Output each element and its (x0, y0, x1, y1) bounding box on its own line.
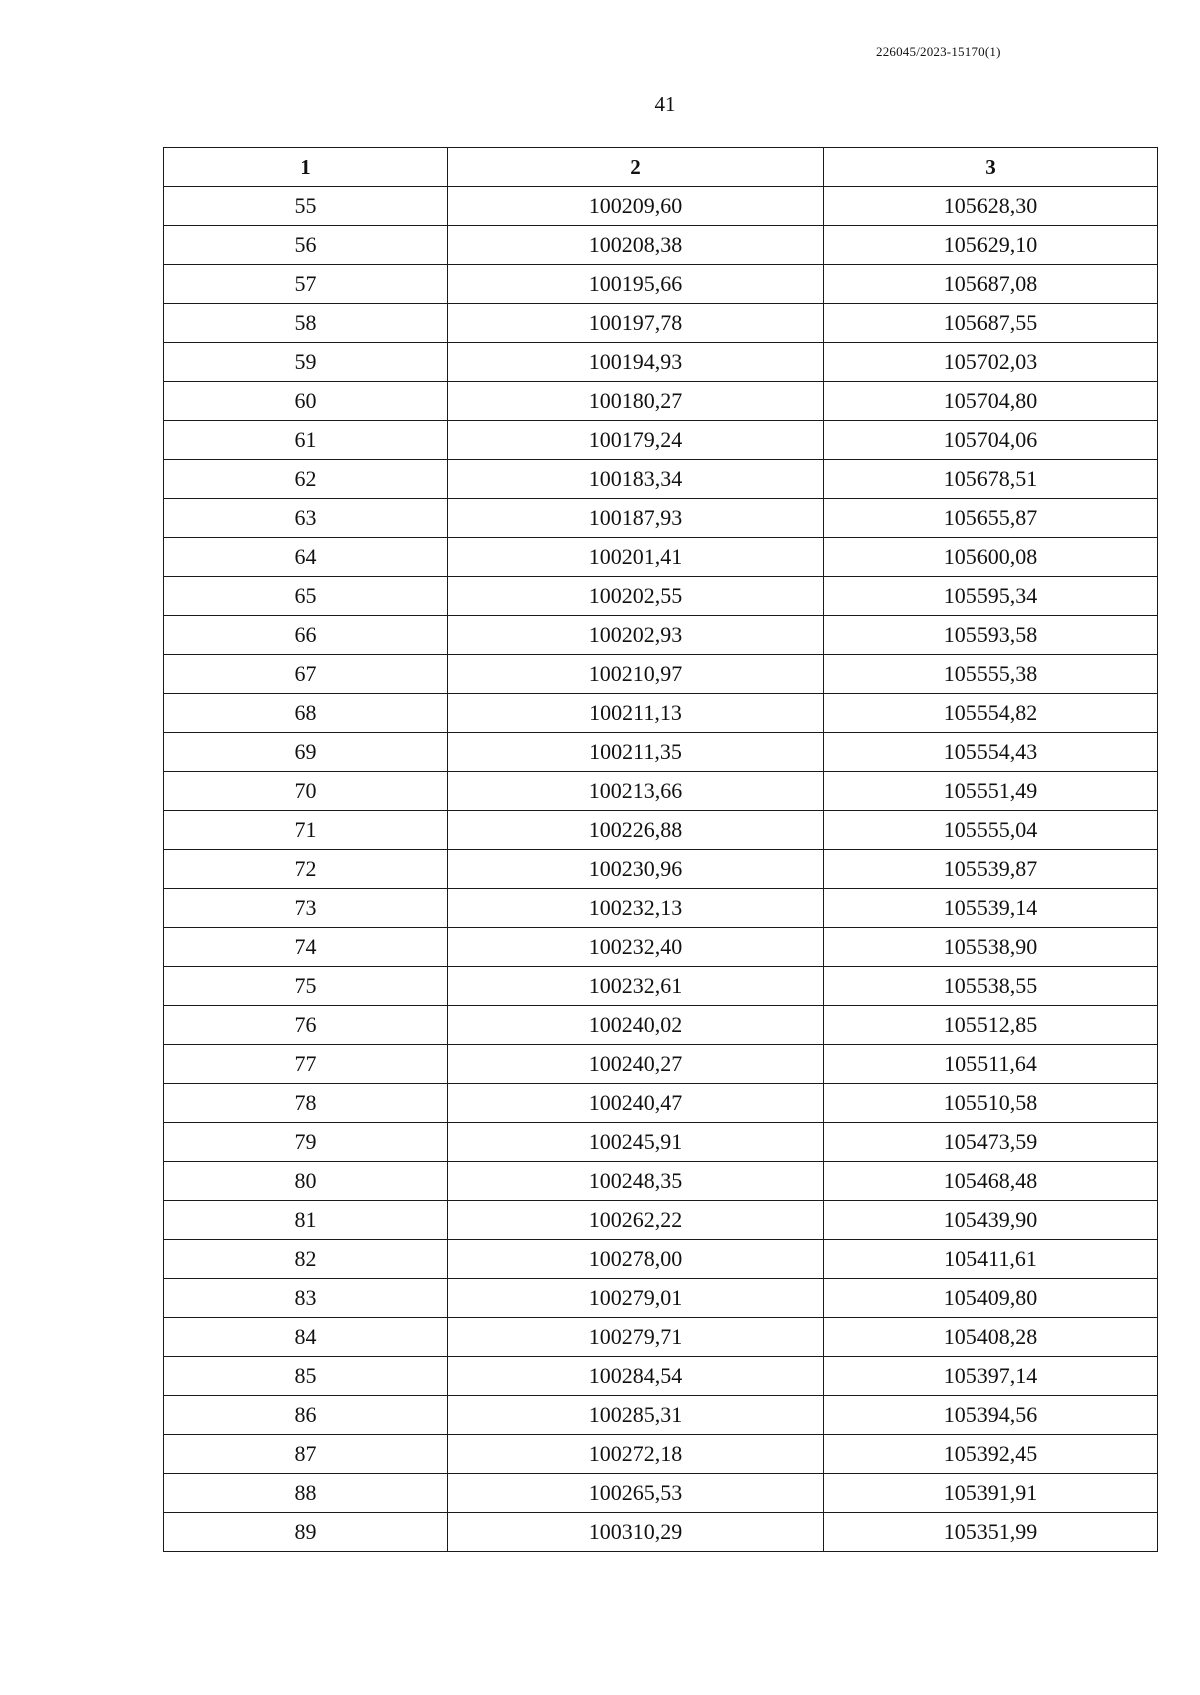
coordinate-x-cell: 100272,18 (448, 1435, 824, 1474)
coordinate-x-cell: 100187,93 (448, 499, 824, 538)
point-number-cell: 89 (164, 1513, 448, 1552)
table-row (164, 811, 1158, 850)
table-row (164, 1045, 1158, 1084)
coordinate-x-cell: 100211,13 (448, 694, 824, 733)
coordinate-x-cell: 100232,40 (448, 928, 824, 967)
point-number-cell: 65 (164, 577, 448, 616)
table-row (164, 1240, 1158, 1279)
point-number-cell: 78 (164, 1084, 448, 1123)
point-number-cell: 88 (164, 1474, 448, 1513)
coordinate-y-cell: 105704,80 (824, 382, 1158, 421)
coordinate-x-cell: 100232,61 (448, 967, 824, 1006)
table-row (164, 1084, 1158, 1123)
point-number-cell: 75 (164, 967, 448, 1006)
coordinate-x-cell: 100180,27 (448, 382, 824, 421)
table-row (164, 499, 1158, 538)
point-number-cell: 76 (164, 1006, 448, 1045)
table-row (164, 967, 1158, 1006)
coordinate-y-cell: 105351,99 (824, 1513, 1158, 1552)
table-row (164, 460, 1158, 499)
coordinate-y-cell: 105702,03 (824, 343, 1158, 382)
coordinate-x-cell: 100211,35 (448, 733, 824, 772)
table-row (164, 265, 1158, 304)
coordinate-x-cell: 100279,71 (448, 1318, 824, 1357)
point-number-cell: 74 (164, 928, 448, 967)
coordinate-x-cell: 100213,66 (448, 772, 824, 811)
coordinate-x-cell: 100245,91 (448, 1123, 824, 1162)
table-row (164, 889, 1158, 928)
table-row (164, 1162, 1158, 1201)
coordinate-x-cell: 100279,01 (448, 1279, 824, 1318)
coordinate-x-cell: 100232,13 (448, 889, 824, 928)
coordinate-y-cell: 105539,87 (824, 850, 1158, 889)
coordinate-x-cell: 100209,60 (448, 187, 824, 226)
coordinate-y-cell: 105593,58 (824, 616, 1158, 655)
page-number: 41 (654, 92, 676, 116)
coordinate-x-cell: 100195,66 (448, 265, 824, 304)
point-number-cell: 77 (164, 1045, 448, 1084)
table-row (164, 343, 1158, 382)
point-number-cell: 80 (164, 1162, 448, 1201)
table-row (164, 1396, 1158, 1435)
coordinate-y-cell: 105551,49 (824, 772, 1158, 811)
coordinate-y-cell: 105595,34 (824, 577, 1158, 616)
table-row (164, 1435, 1158, 1474)
coordinate-x-cell: 100210,97 (448, 655, 824, 694)
table-row (164, 616, 1158, 655)
point-number-cell: 69 (164, 733, 448, 772)
point-number-cell: 55 (164, 187, 448, 226)
point-number-cell: 68 (164, 694, 448, 733)
point-number-cell: 64 (164, 538, 448, 577)
coordinate-x-cell: 100183,34 (448, 460, 824, 499)
coordinate-y-cell: 105629,10 (824, 226, 1158, 265)
coordinate-y-cell: 105687,55 (824, 304, 1158, 343)
coordinate-y-cell: 105397,14 (824, 1357, 1158, 1396)
table-row (164, 1123, 1158, 1162)
coordinate-x-cell: 100208,38 (448, 226, 824, 265)
point-number-cell: 58 (164, 304, 448, 343)
table-header (164, 148, 1158, 187)
table-row (164, 772, 1158, 811)
point-number-cell: 79 (164, 1123, 448, 1162)
coordinate-y-cell: 105555,38 (824, 655, 1158, 694)
point-number-cell: 82 (164, 1240, 448, 1279)
coordinate-y-cell: 105628,30 (824, 187, 1158, 226)
coordinate-x-cell: 100201,41 (448, 538, 824, 577)
coordinate-x-cell: 100226,88 (448, 811, 824, 850)
table-row (164, 850, 1158, 889)
coordinate-x-cell: 100284,54 (448, 1357, 824, 1396)
point-number-cell: 70 (164, 772, 448, 811)
coordinate-y-cell: 105409,80 (824, 1279, 1158, 1318)
point-number-cell: 72 (164, 850, 448, 889)
table-row (164, 1318, 1158, 1357)
point-number-cell: 83 (164, 1279, 448, 1318)
coordinate-x-cell: 100278,00 (448, 1240, 824, 1279)
table-row (164, 421, 1158, 460)
table-row (164, 1201, 1158, 1240)
column-header-2: 2 (448, 148, 824, 187)
point-number-cell: 81 (164, 1201, 448, 1240)
coordinate-y-cell: 105511,64 (824, 1045, 1158, 1084)
table-row (164, 187, 1158, 226)
coordinate-y-cell: 105538,90 (824, 928, 1158, 967)
coordinate-y-cell: 105392,45 (824, 1435, 1158, 1474)
coordinate-x-cell: 100310,29 (448, 1513, 824, 1552)
coordinate-y-cell: 105391,91 (824, 1474, 1158, 1513)
point-number-cell: 61 (164, 421, 448, 460)
point-number-cell: 57 (164, 265, 448, 304)
table-row (164, 928, 1158, 967)
coordinate-y-cell: 105468,48 (824, 1162, 1158, 1201)
point-number-cell: 85 (164, 1357, 448, 1396)
coordinate-x-cell: 100230,96 (448, 850, 824, 889)
coordinate-x-cell: 100262,22 (448, 1201, 824, 1240)
point-number-cell: 59 (164, 343, 448, 382)
coordinate-y-cell: 105655,87 (824, 499, 1158, 538)
coordinate-y-cell: 105555,04 (824, 811, 1158, 850)
coordinates-table (163, 147, 1158, 1552)
document-id: 226045/2023-15170(1) (876, 44, 1001, 59)
coordinate-y-cell: 105554,82 (824, 694, 1158, 733)
coordinate-x-cell: 100202,55 (448, 577, 824, 616)
table-row (164, 694, 1158, 733)
table-row (164, 226, 1158, 265)
coordinate-y-cell: 105704,06 (824, 421, 1158, 460)
coordinate-x-cell: 100202,93 (448, 616, 824, 655)
coordinate-y-cell: 105411,61 (824, 1240, 1158, 1279)
point-number-cell: 67 (164, 655, 448, 694)
point-number-cell: 56 (164, 226, 448, 265)
coordinate-y-cell: 105678,51 (824, 460, 1158, 499)
coordinate-x-cell: 100248,35 (448, 1162, 824, 1201)
coordinate-y-cell: 105538,55 (824, 967, 1158, 1006)
coordinate-x-cell: 100179,24 (448, 421, 824, 460)
column-header-1: 1 (164, 148, 448, 187)
point-number-cell: 62 (164, 460, 448, 499)
coordinate-y-cell: 105687,08 (824, 265, 1158, 304)
table-row (164, 538, 1158, 577)
table-row (164, 577, 1158, 616)
table-row (164, 733, 1158, 772)
coordinate-x-cell: 100240,27 (448, 1045, 824, 1084)
point-number-cell: 71 (164, 811, 448, 850)
table-row (164, 655, 1158, 694)
coordinate-y-cell: 105408,28 (824, 1318, 1158, 1357)
coordinate-x-cell: 100285,31 (448, 1396, 824, 1435)
coordinate-y-cell: 105473,59 (824, 1123, 1158, 1162)
point-number-cell: 87 (164, 1435, 448, 1474)
table-body (164, 187, 1158, 1552)
coordinate-y-cell: 105439,90 (824, 1201, 1158, 1240)
point-number-cell: 84 (164, 1318, 448, 1357)
table-row (164, 1357, 1158, 1396)
coordinate-y-cell: 105539,14 (824, 889, 1158, 928)
coordinate-x-cell: 100240,02 (448, 1006, 824, 1045)
coordinate-x-cell: 100194,93 (448, 343, 824, 382)
table-row (164, 1279, 1158, 1318)
coordinate-y-cell: 105510,58 (824, 1084, 1158, 1123)
coordinate-x-cell: 100265,53 (448, 1474, 824, 1513)
column-header-3: 3 (824, 148, 1158, 187)
table-row (164, 304, 1158, 343)
table-row (164, 1513, 1158, 1552)
coordinate-x-cell: 100240,47 (448, 1084, 824, 1123)
coordinate-y-cell: 105512,85 (824, 1006, 1158, 1045)
coordinate-y-cell: 105554,43 (824, 733, 1158, 772)
point-number-cell: 63 (164, 499, 448, 538)
table-row (164, 1474, 1158, 1513)
coordinate-y-cell: 105394,56 (824, 1396, 1158, 1435)
header-row (164, 148, 1158, 187)
table-row (164, 382, 1158, 421)
table-row (164, 1006, 1158, 1045)
coordinate-x-cell: 100197,78 (448, 304, 824, 343)
point-number-cell: 60 (164, 382, 448, 421)
point-number-cell: 73 (164, 889, 448, 928)
point-number-cell: 66 (164, 616, 448, 655)
point-number-cell: 86 (164, 1396, 448, 1435)
coordinate-y-cell: 105600,08 (824, 538, 1158, 577)
